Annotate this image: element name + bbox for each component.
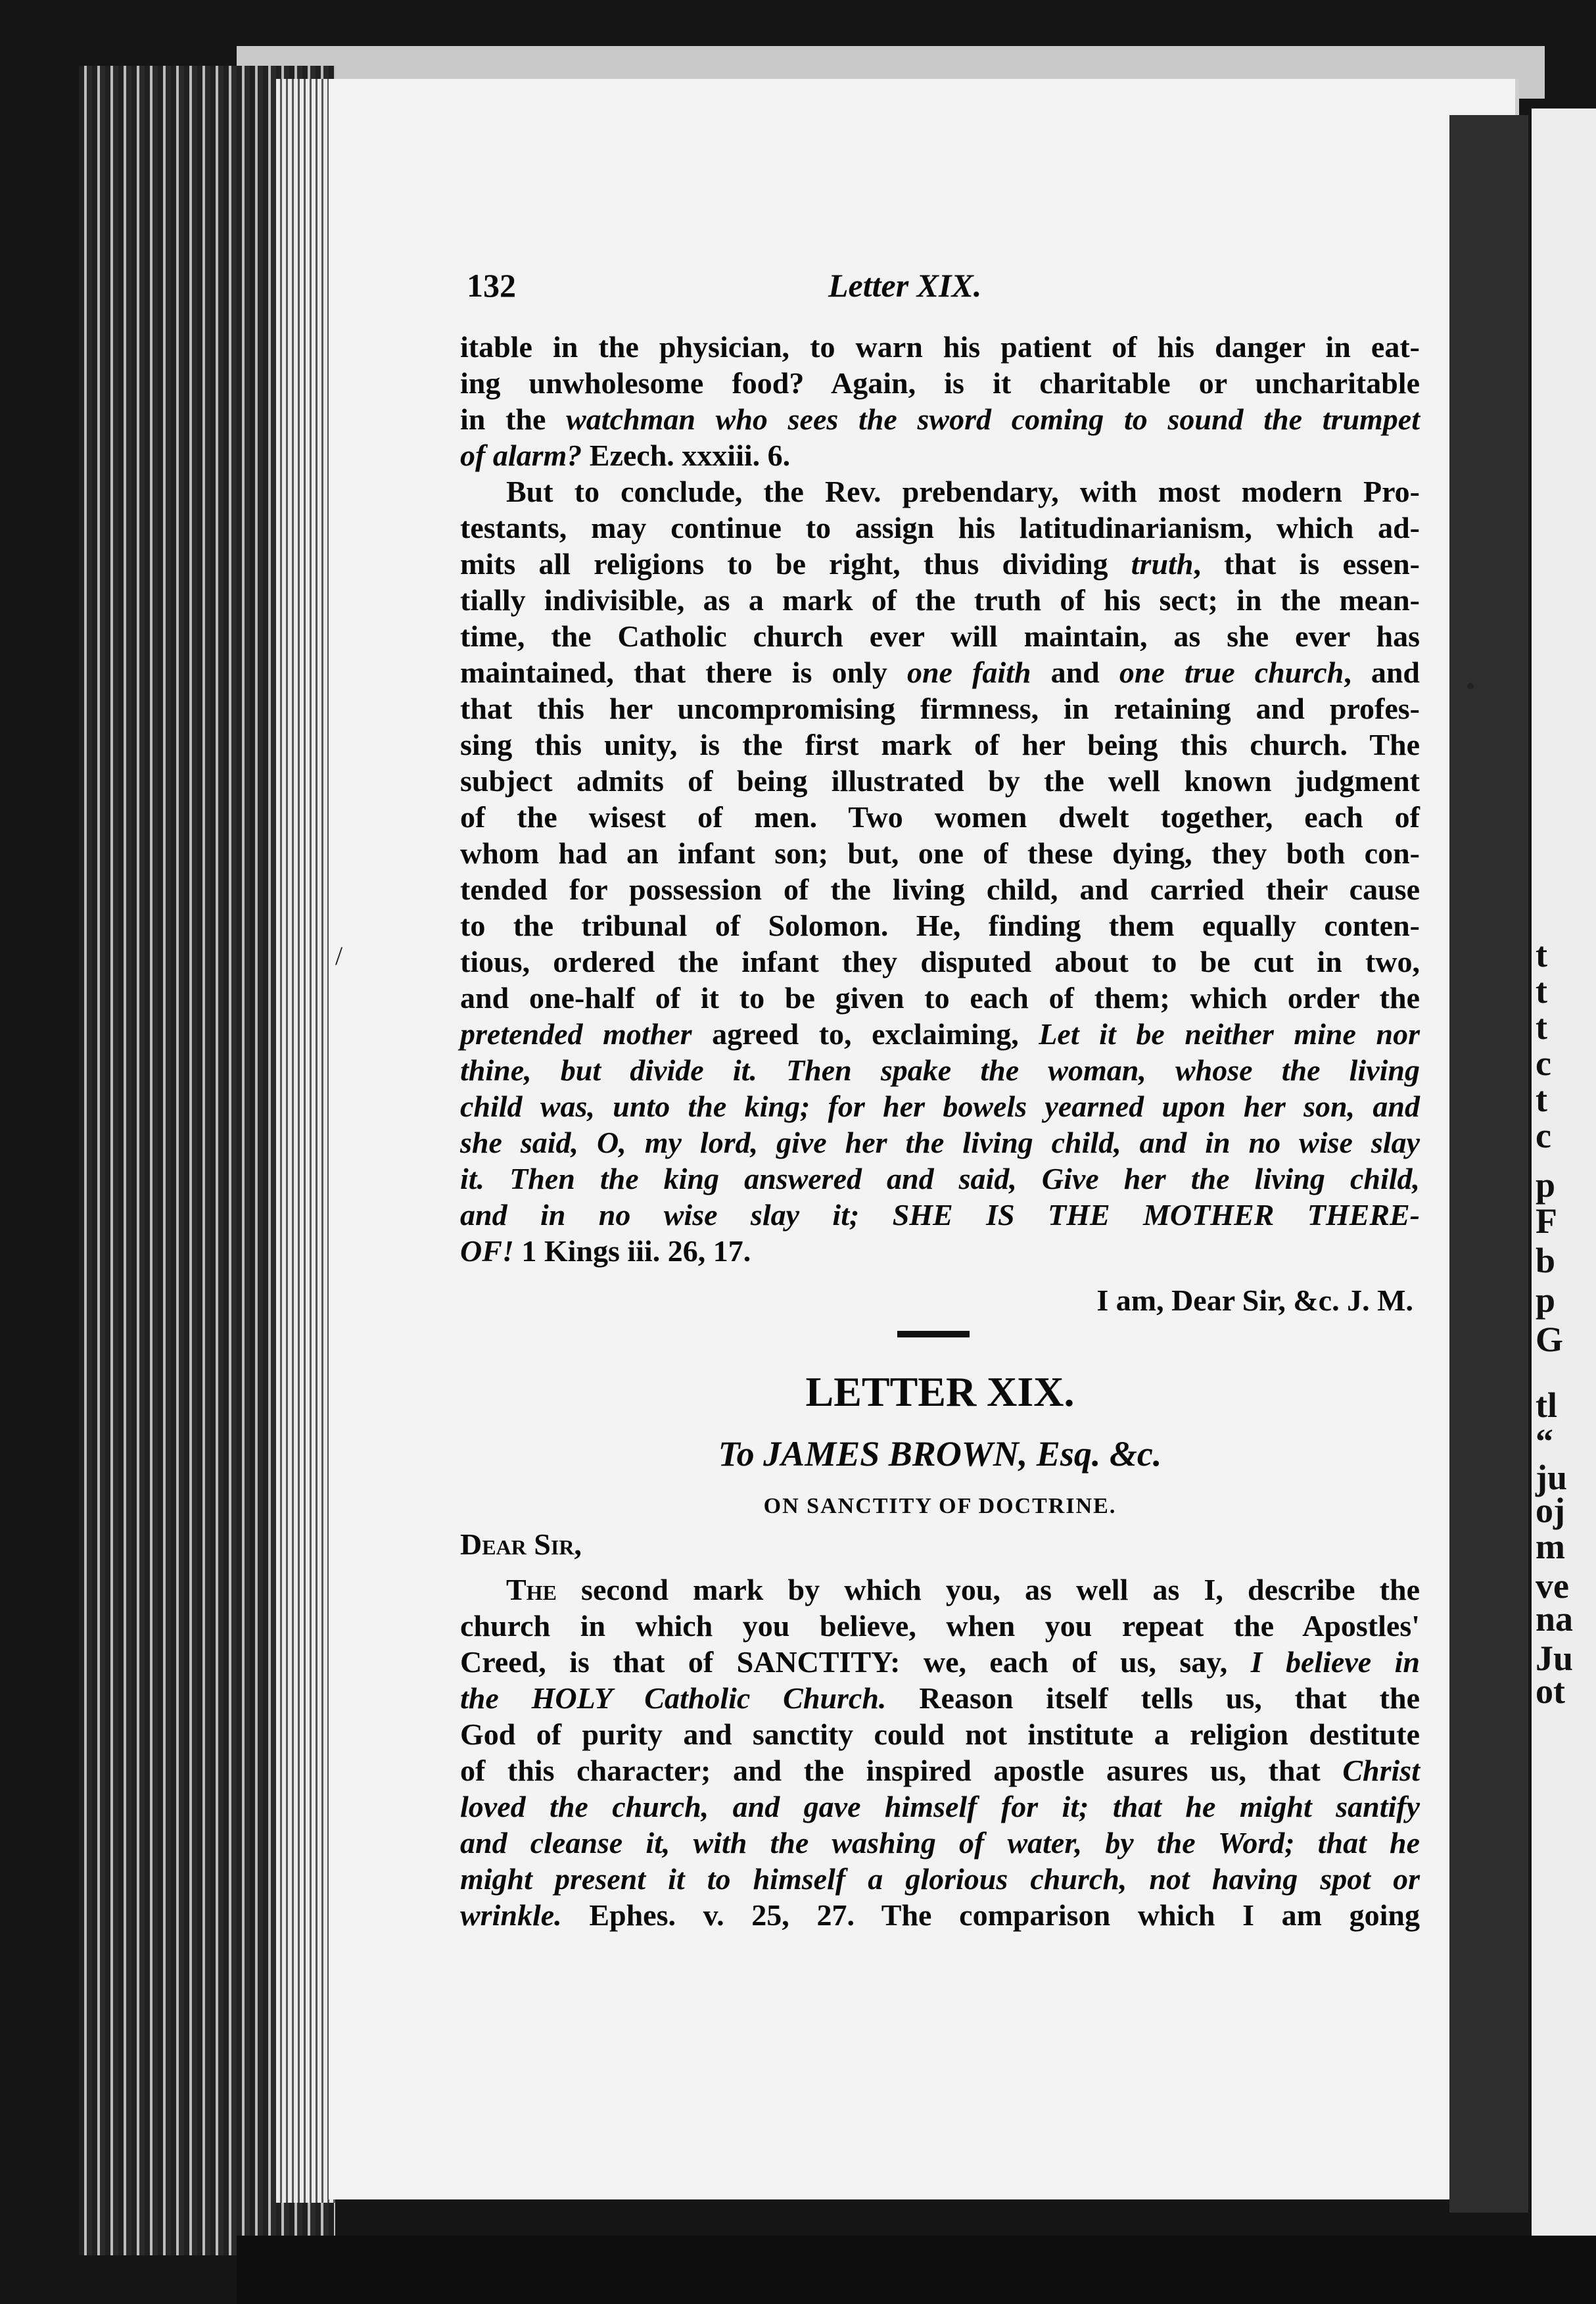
letter-line-7: loved the church, and gave himself for it; that he might santify	[460, 1790, 1420, 1823]
page-number: 132	[467, 267, 516, 304]
body-line-11: that this her uncompromising firmness, in retaining and profes-	[460, 692, 1420, 725]
letter-recipient: To JAMES BROWN, Esq. &c.	[718, 1434, 1162, 1474]
letter-line-3: Creed, is that of SANCTITY: we, each of us, say, I believe in	[460, 1645, 1420, 1679]
facing-page-fragment: “	[1536, 1422, 1553, 1461]
body-line-16: tended for possession of the living child, and carried their cause	[460, 873, 1420, 906]
body-line-10: maintained, that there is only one faith and one true church, and	[460, 656, 1420, 689]
body-line-21: thine, but divide it. Then spake the woman, whose the living	[460, 1053, 1420, 1087]
body-line-20: pretended mother agreed to, exclaiming, Let it be neither mine nor	[460, 1017, 1420, 1051]
facing-page-fragment: b	[1536, 1241, 1556, 1280]
body-line-8: tially indivisible, as a mark of the truth of his sect; in the mean-	[460, 583, 1420, 617]
body-line-23: she said, O, my lord, give her the living child, and in no wise slay	[460, 1126, 1420, 1159]
running-title: Letter XIX.	[828, 267, 982, 304]
letter-line-4: the HOLY Catholic Church. Reason itself tells us, that the	[460, 1681, 1420, 1715]
facing-page-fragment: c	[1536, 1044, 1551, 1083]
body-line-7: mits all religions to be right, thus dividing truth, that is essen-	[460, 547, 1420, 581]
letter-line-2: church in which you believe, when you repeat the Apostles'	[460, 1609, 1420, 1643]
facing-page-fragment: t	[1536, 971, 1547, 1011]
body-line-26: OF! 1 Kings iii. 26, 17.	[460, 1234, 751, 1268]
section-rule	[897, 1331, 970, 1337]
gutter-shadow	[1449, 115, 1528, 2213]
body-line-15: whom had an infant son; but, one of these dying, they both con-	[460, 836, 1420, 870]
body-line-19: and one-half of it to be given to each of them; which order the	[460, 981, 1420, 1015]
facing-page-fragment: c	[1536, 1116, 1551, 1155]
margin-mark: /	[335, 941, 343, 971]
letter-line-5: God of purity and sanctity could not institute a religion destitute	[460, 1717, 1420, 1751]
body-line-5: But to conclude, the Rev. prebendary, with most modern Pro-	[506, 475, 1420, 508]
letter-line-9: might present it to himself a glorious church, not having spot or	[460, 1862, 1420, 1896]
margin-dot: •	[1466, 671, 1476, 701]
facing-page-fragment: ot	[1536, 1671, 1565, 1711]
facing-page-fragment: ve	[1536, 1566, 1569, 1606]
facing-page-fragment: G	[1536, 1320, 1564, 1359]
facing-page-fragment: t	[1536, 1080, 1547, 1119]
facing-page-fragment: t	[1536, 935, 1547, 974]
facing-page-fragment: ju	[1536, 1458, 1568, 1497]
body-line-2: ing unwholesome food? Again, is it charitable or uncharitable	[460, 366, 1420, 400]
body-line-1: itable in the physician, to warn his patient of his danger in eat-	[460, 330, 1420, 364]
letter-subject: ON SANCTITY OF DOCTRINE.	[763, 1494, 1117, 1518]
body-line-17: to the tribunal of Solomon. He, finding them equally conten-	[460, 909, 1420, 942]
body-line-25: and in no wise slay it; SHE IS THE MOTHER THERE-	[460, 1198, 1420, 1232]
letter-heading: LETTER XIX.	[805, 1368, 1075, 1415]
facing-page-fragment: p	[1536, 1280, 1556, 1320]
body-line-12: sing this unity, is the first mark of her being this church. The	[460, 728, 1420, 761]
body-line-22: child was, unto the king; for her bowels yearned upon her son, and	[460, 1090, 1420, 1123]
letter-line-6: of this character; and the inspired apostle asures us, that Christ	[460, 1754, 1420, 1787]
facing-page-fragment: tl	[1536, 1385, 1557, 1425]
facing-page-fragment: p	[1536, 1165, 1556, 1205]
body-line-3: in the watchman who sees the sword coming to sound the trumpet	[460, 402, 1420, 436]
facing-page	[1532, 108, 1596, 2272]
body-line-18: tious, ordered the infant they disputed about to be cut in two,	[460, 945, 1420, 978]
signoff: I am, Dear Sir, &c. J. M.	[1096, 1284, 1413, 1317]
facing-page-fragment: F	[1536, 1201, 1557, 1241]
letter-line-1: The second mark by which you, as well as I, describe the	[506, 1573, 1420, 1606]
salutation: Dear Sir,	[460, 1527, 582, 1561]
bottom-shadow	[237, 2236, 1596, 2304]
facing-page-fragment: m	[1536, 1527, 1565, 1566]
facing-page-fragment: oj	[1536, 1491, 1565, 1530]
body-line-9: time, the Catholic church ever will maintain, as she ever has	[460, 619, 1420, 653]
body-line-24: it. Then the king answered and said, Give her the living child,	[460, 1162, 1420, 1195]
body-line-13: subject admits of being illustrated by the well known judgment	[460, 764, 1420, 798]
body-line-4: of alarm? Ezech. xxxiii. 6.	[460, 439, 791, 472]
body-line-14: of the wisest of men. Two women dwelt together, each of	[460, 800, 1420, 834]
facing-page-fragment: na	[1536, 1599, 1574, 1639]
letter-line-10: wrinkle. Ephes. v. 25, 27. The comparison which I am going	[460, 1898, 1420, 1932]
facing-page-fragment: t	[1536, 1007, 1547, 1047]
facing-page-fragment: Ju	[1536, 1639, 1574, 1678]
letter-line-8: and cleanse it, with the washing of water, by the Word; that he	[460, 1826, 1420, 1860]
body-line-6: testants, may continue to assign his latitudinarianism, which ad-	[460, 511, 1420, 544]
book-page-edges-inner	[276, 79, 335, 2203]
